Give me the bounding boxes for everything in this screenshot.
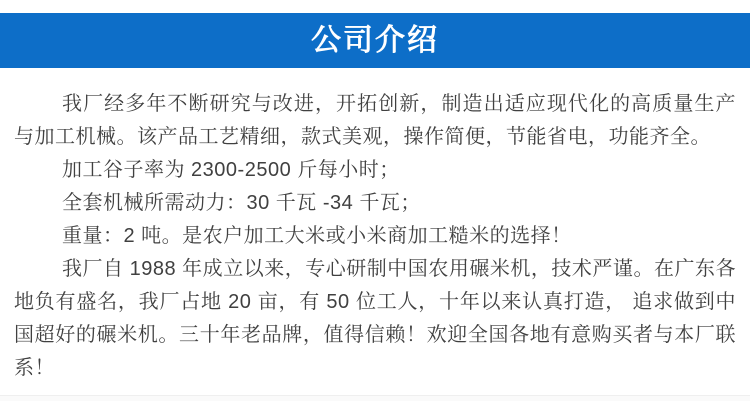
paragraph-overview: 我厂经多年不断研究与改进，开拓创新，制造出适应现代化的高质量生产与加工机械。该产品工艺精细，款式美观，操作简便，节能省电，功能齐全。 (14, 93, 736, 148)
section-divider (0, 395, 750, 401)
section-title: 公司介绍 (311, 23, 439, 57)
company-intro-text (0, 88, 750, 385)
paragraph-power-requirement: 全套机械所需动力：30 千瓦 -34 千瓦； (62, 192, 421, 214)
paragraph-weight: 重量：2 吨。是农户加工大米或小米商加工糙米的选择！ (62, 225, 572, 247)
section-header-bar (0, 13, 750, 68)
paragraph-processing-rate: 加工谷子率为 2300-2500 斤每小时； (62, 159, 400, 181)
paragraph-history: 我厂自 1988 年成立以来，专心研制中国农用碾米机，技术严谨。在广东各地负有盛名，我厂占地 20 亩，有 50 位工人，十年以来认真打造， 追求做到中国超好的碾米机。三十年老品牌，值得信赖！欢迎全国各地有意购买者与本厂联系！ (14, 258, 736, 379)
